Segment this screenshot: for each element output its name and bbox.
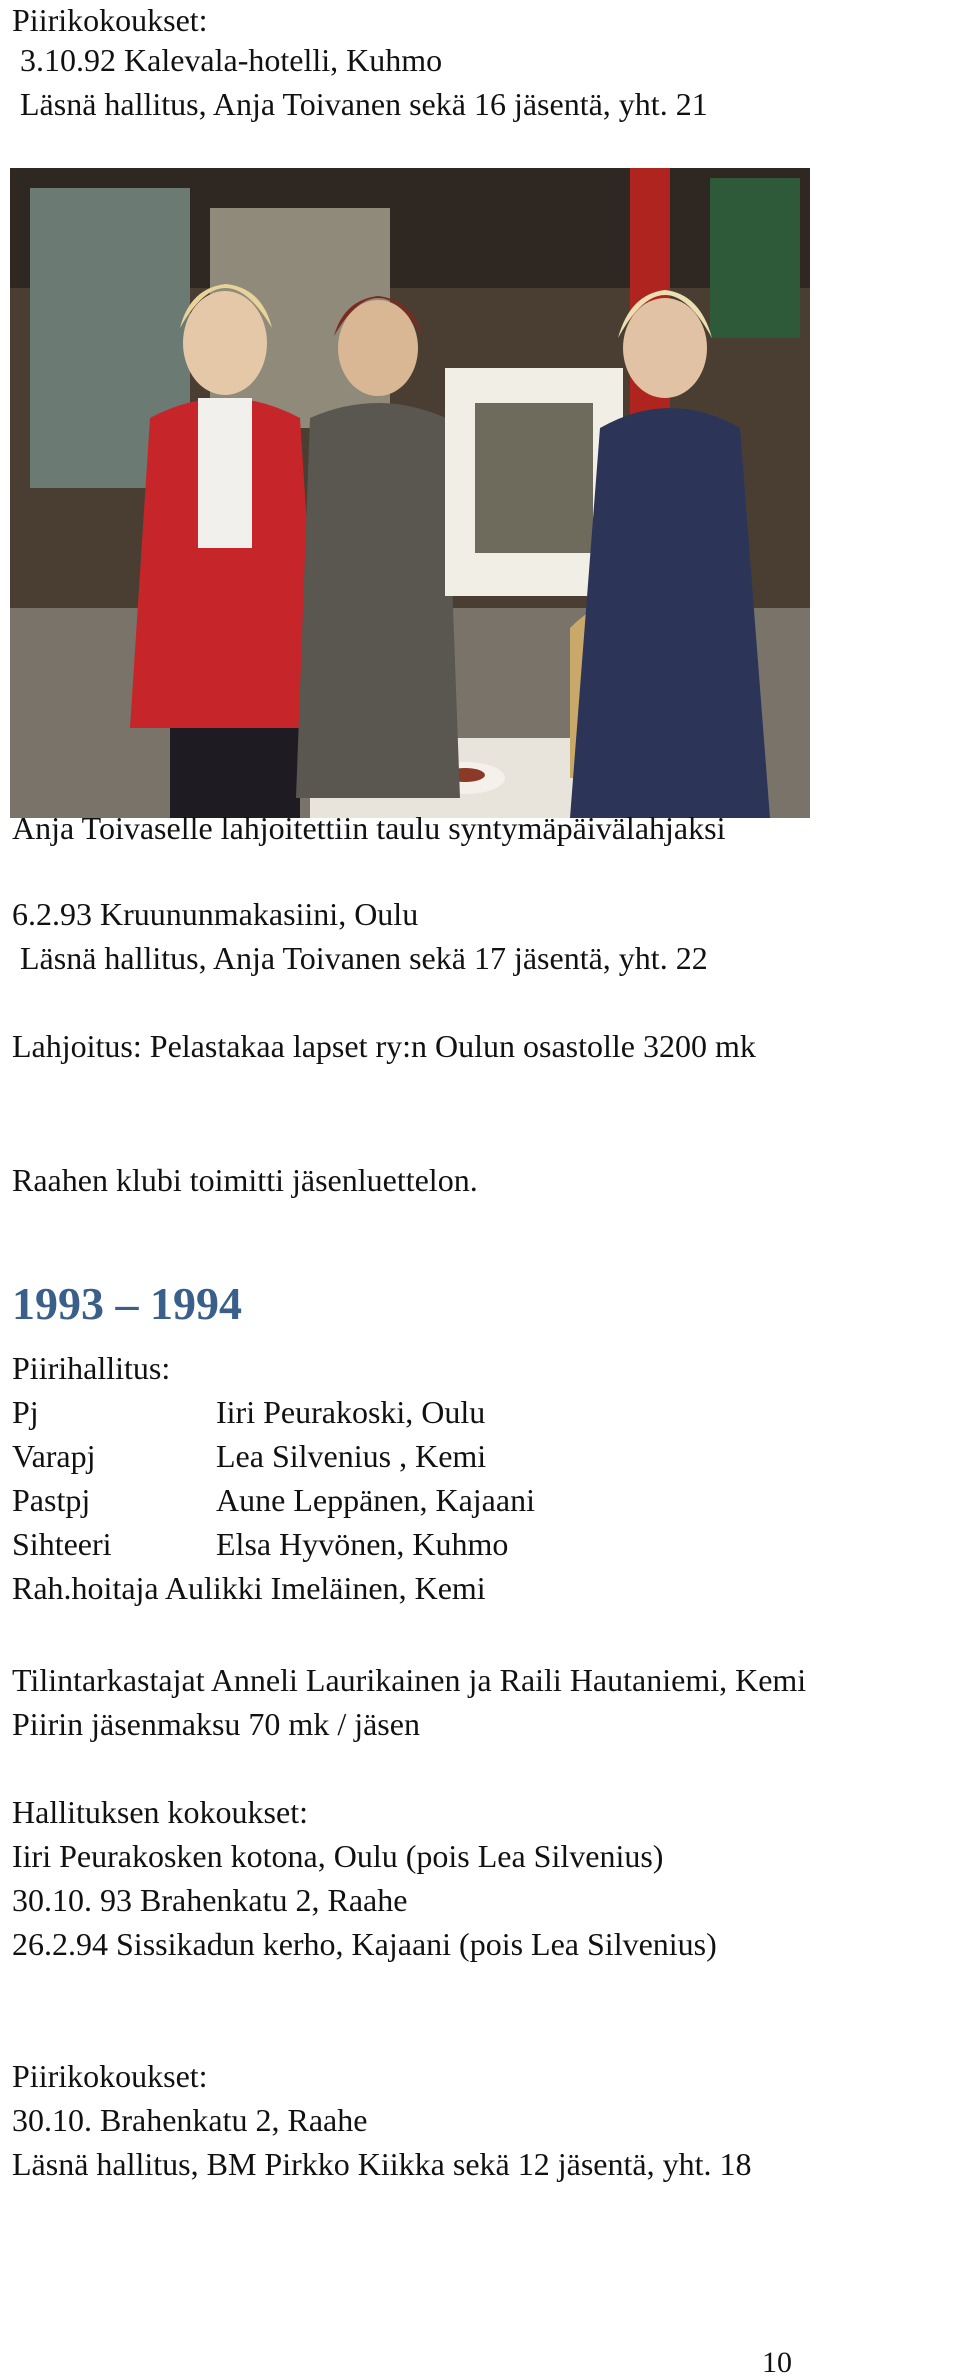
board-meeting-line: 26.2.94 Sissikadun kerho, Kajaani (pois Lea Silvenius)	[12, 1926, 717, 1962]
board-person: Iiri Peurakoski, Oulu	[216, 1394, 486, 1430]
section-label-hallituksen-kokoukset: Hallituksen kokoukset:	[12, 1794, 308, 1830]
board-meeting-line: Iiri Peurakosken kotona, Oulu (pois Lea Silvenius)	[12, 1838, 664, 1874]
meeting-attendance-line: Läsnä hallitus, Anja Toivanen sekä 16 jäsentä, yht. 21	[20, 86, 708, 122]
board-member-row	[12, 1568, 486, 1608]
board-person: Aune Leppänen, Kajaani	[216, 1482, 535, 1518]
period-heading: 1993 – 1994	[12, 1278, 242, 1329]
section-label-piirikokoukset: Piirikokoukset:	[12, 2, 208, 38]
board-person: Aulikki Imeläinen, Kemi	[164, 1570, 486, 1606]
board-meeting-line: 30.10. 93 Brahenkatu 2, Raahe	[12, 1882, 408, 1918]
board-role: Pj	[12, 1394, 39, 1430]
board-role: Varapj	[12, 1438, 96, 1474]
meeting-attendance-line: Läsnä hallitus, Anja Toivanen sekä 17 jäsentä, yht. 22	[20, 940, 708, 976]
gift-presentation-photo	[10, 168, 810, 818]
membership-fee-line: Piirin jäsenmaksu 70 mk / jäsen	[12, 1706, 420, 1742]
donation-line: Lahjoitus: Pelastakaa lapset ry:n Oulun osastolle 3200 mk	[12, 1028, 756, 1064]
board-person: Lea Silvenius , Kemi	[216, 1438, 487, 1474]
meeting-attendance-line: Läsnä hallitus, BM Pirkko Kiikka sekä 12 jäsentä, yht. 18	[12, 2146, 752, 2182]
section-label-piirikokoukset: Piirikokoukset:	[12, 2058, 208, 2094]
photo-caption: Anja Toivaselle lahjoitettiin taulu syntymäpäivälahjaksi	[12, 810, 726, 846]
page-number: 10	[762, 2346, 792, 2379]
section-label-piirihallitus: Piirihallitus:	[12, 1350, 171, 1386]
member-list-note: Raahen klubi toimitti jäsenluettelon.	[12, 1162, 478, 1198]
board-person: Elsa Hyvönen, Kuhmo	[216, 1526, 509, 1562]
meeting-date-line: 6.2.93 Kruununmakasiini, Oulu	[12, 896, 419, 932]
board-role: Pastpj	[12, 1482, 91, 1518]
board-role: Sihteeri	[12, 1526, 112, 1562]
meeting-date-line: 3.10.92 Kalevala-hotelli, Kuhmo	[20, 42, 443, 78]
auditors-line: Tilintarkastajat Anneli Laurikainen ja Raili Hautaniemi, Kemi	[12, 1662, 807, 1698]
meeting-date-line: 30.10. Brahenkatu 2, Raahe	[12, 2102, 368, 2138]
board-role: Rah.hoitaja	[12, 1570, 159, 1606]
